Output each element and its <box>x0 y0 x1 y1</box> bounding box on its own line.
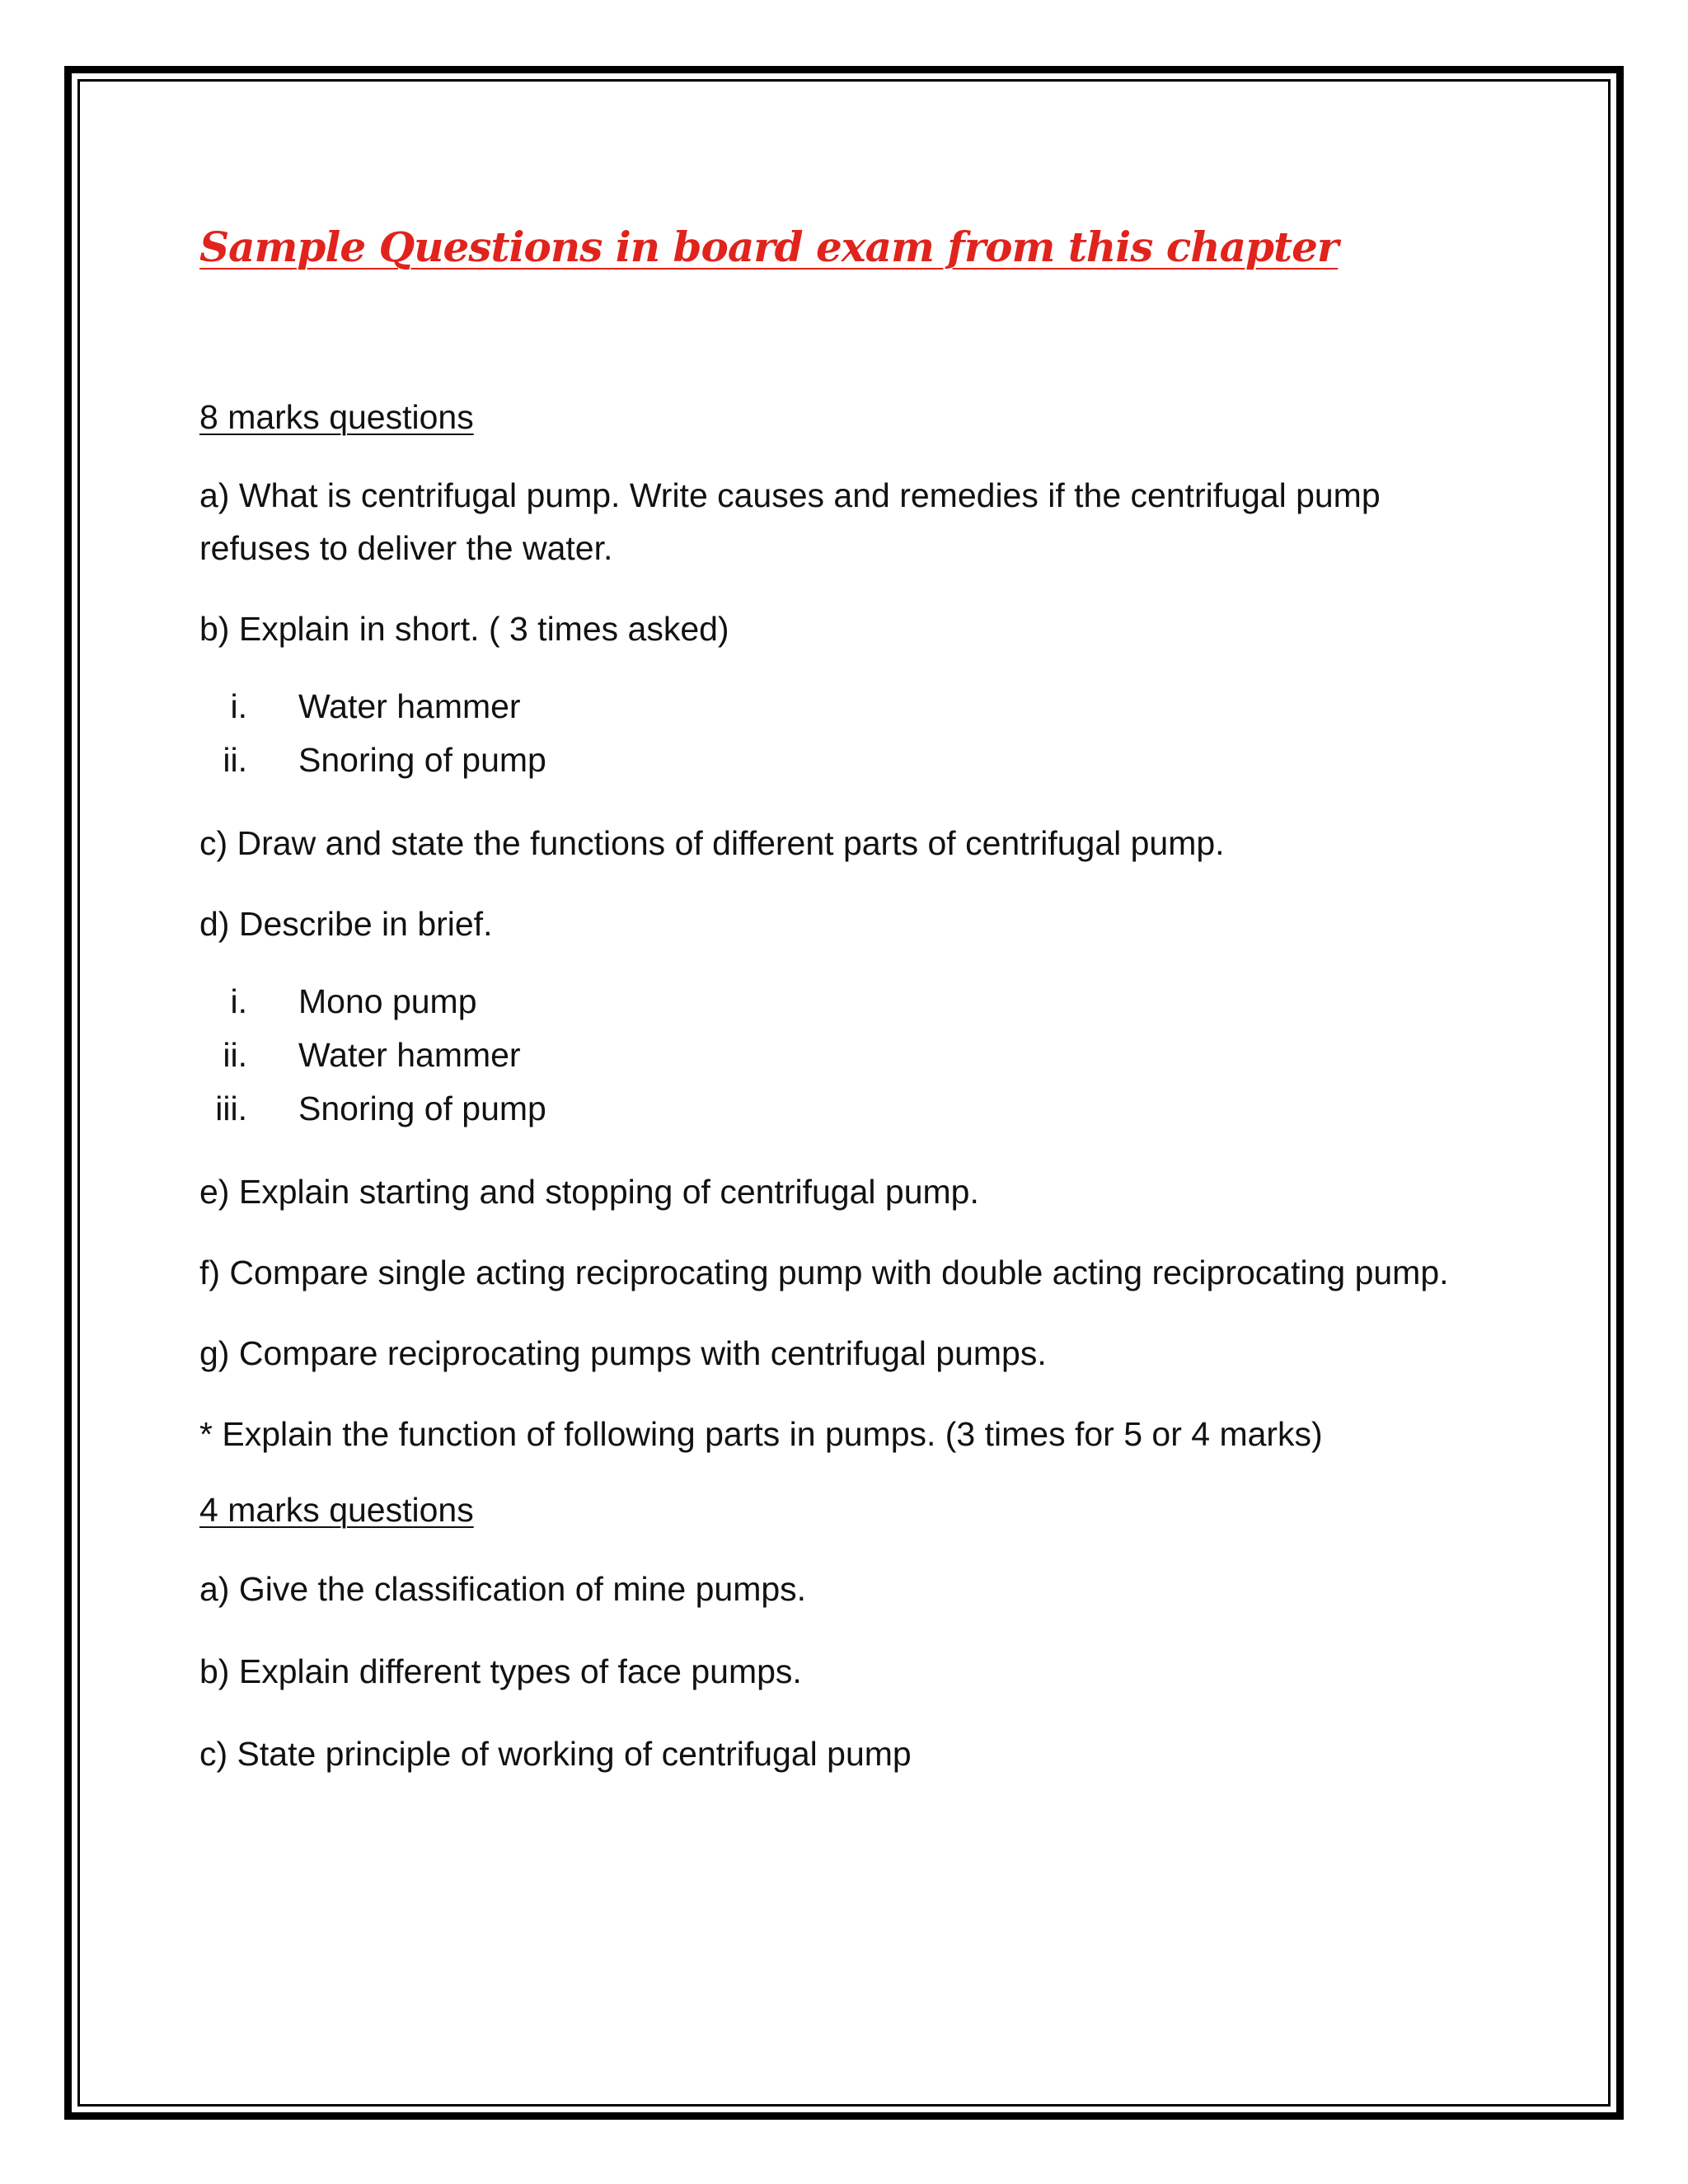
question-4-c: c) State principle of working of centrifugal pump <box>199 1734 912 1773</box>
question-8-d: d) Describe in brief. <box>199 905 493 944</box>
question-8-e: e) Explain starting and stopping of centrifugal pump. <box>199 1173 979 1212</box>
list-item-number: i. <box>230 687 247 726</box>
question-4-b: b) Explain different types of face pumps. <box>199 1652 802 1690</box>
document-content <box>199 223 1485 1780</box>
list-item-text: Snoring of pump <box>298 741 546 780</box>
list-item <box>199 733 1485 787</box>
section-heading-8-marks: 8 marks questions <box>199 398 474 436</box>
list-item <box>199 680 1485 733</box>
question-8-b: b) Explain in short. ( 3 times asked) <box>199 610 729 649</box>
question-4-a: a) Give the classification of mine pumps. <box>199 1569 807 1608</box>
list-item <box>199 1082 1485 1136</box>
question-8-f: f) Compare single acting reciprocating pump with double acting reciprocating pump. <box>199 1254 1449 1292</box>
list-item-number: ii. <box>223 1036 247 1075</box>
list-item <box>199 1029 1485 1082</box>
list-item-text: Water hammer <box>298 687 521 726</box>
question-8-b-list <box>199 680 1485 787</box>
question-8-a: a) What is centrifugal pump. Write causes and remedies if the centrifugal pump refuses to deliver the water. <box>199 476 1381 568</box>
question-8-g: g) Compare reciprocating pumps with centrifugal pumps. <box>199 1334 1047 1373</box>
list-item-number: iii. <box>215 1090 247 1128</box>
list-item <box>199 975 1485 1029</box>
question-8-star-note: * Explain the function of following parts in pumps. (3 times for 5 or 4 marks) <box>199 1415 1323 1454</box>
question-8-d-list <box>199 975 1485 1136</box>
list-item-text: Mono pump <box>298 982 477 1021</box>
question-8-c: c) Draw and state the functions of different parts of centrifugal pump. <box>199 824 1225 863</box>
list-item-number: ii. <box>223 741 247 780</box>
list-item-text: Snoring of pump <box>298 1090 546 1128</box>
page-title: Sample Questions in board exam from this chapter <box>199 223 1339 271</box>
list-item-number: i. <box>230 982 247 1021</box>
list-item-text: Water hammer <box>298 1036 521 1075</box>
section-heading-4-marks: 4 marks questions <box>199 1491 474 1530</box>
